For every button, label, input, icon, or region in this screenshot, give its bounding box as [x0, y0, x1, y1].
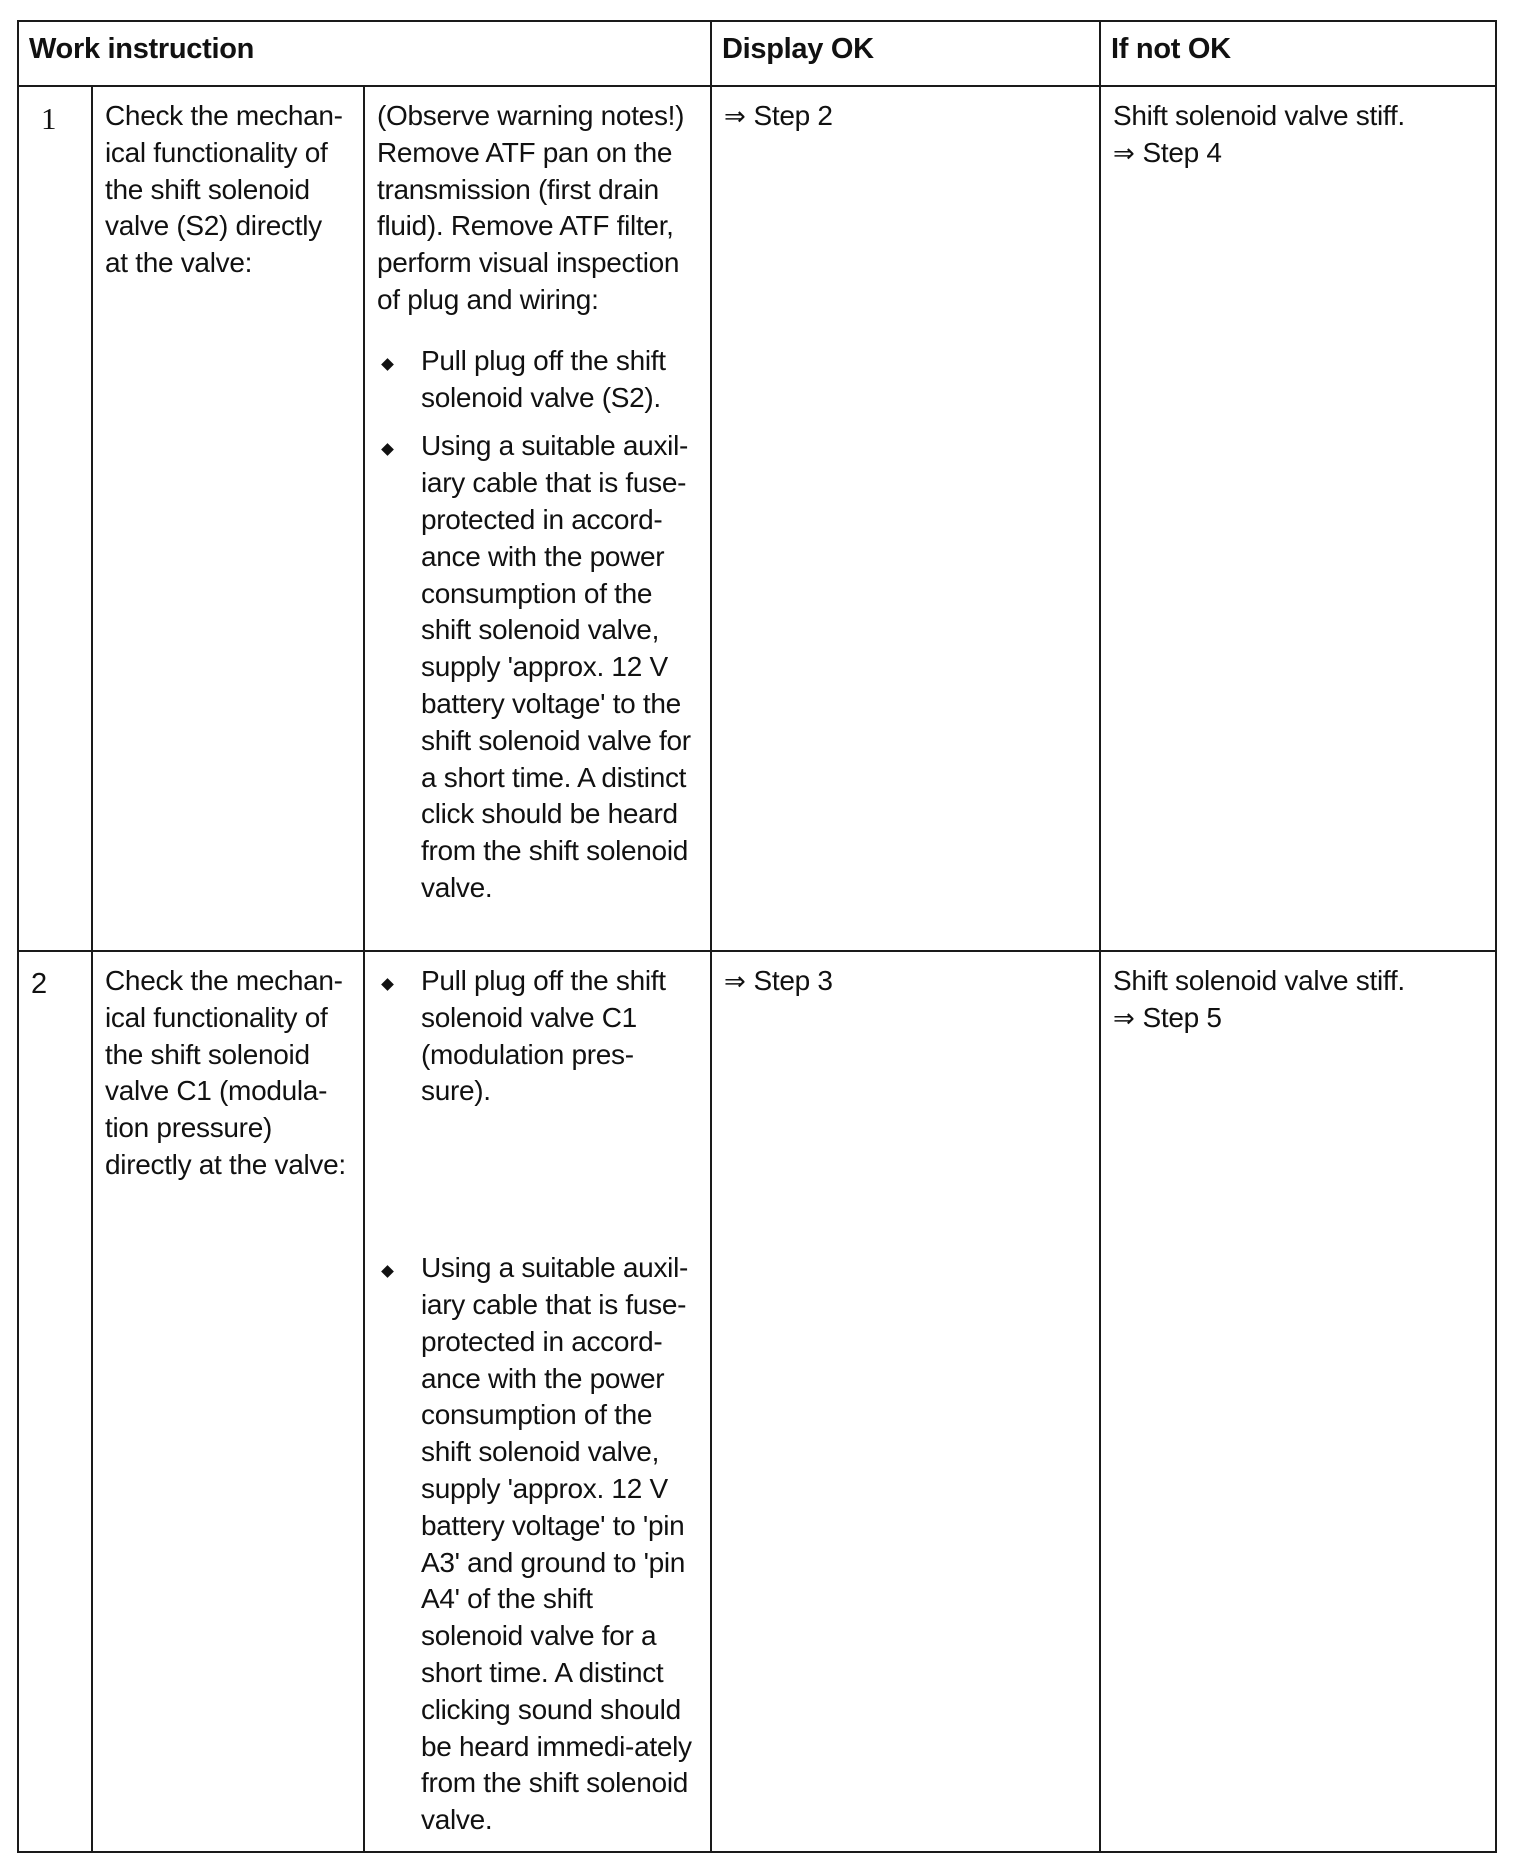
header-work-instruction: Work instruction: [18, 21, 711, 86]
double-right-arrow-icon: ⇒: [1113, 138, 1135, 169]
work-instruction-table: [17, 20, 1497, 1853]
display-ok-step: Step 3: [753, 965, 833, 996]
instruction-cell: [364, 951, 711, 1852]
if-not-ok-cell: [1100, 86, 1496, 951]
display-ok-cell: [711, 951, 1100, 1852]
if-not-ok-text: Shift solenoid valve stiff.: [1113, 100, 1405, 131]
list-item-text: Using a suitable auxil-iary cable that is fuse-protected in accord-ance with the power consumption of the shift solenoid valve, supply 'approx. 12 V battery voltage' to 'pin A3' and ground to 'pin A4' of the shift solenoid valve for a short time. A distinct clicking sound should be heard immedi-ately from the shift solenoid valve.: [421, 1252, 692, 1836]
table-row-step-1: [18, 86, 1496, 951]
list-item: [377, 963, 698, 1110]
list-item: [377, 428, 698, 906]
if-not-ok-text: Shift solenoid valve stiff.: [1113, 965, 1405, 996]
list-item-text: Using a suitable auxil-iary cable that is fuse-protected in accord-ance with the power consumption of the shift solenoid valve, supply 'approx. 12 V battery voltage' to the shift solenoid valve for a short time. A distinct click should be heard from the shift solenoid valve.: [421, 430, 691, 903]
work-instruction-document: [17, 20, 1495, 1836]
list-item-text: Pull plug off the shift solenoid valve (S2).: [421, 344, 666, 413]
list-item-text: Pull plug off the shift solenoid valve C1 (modulation pres-sure).: [421, 965, 666, 1107]
diamond-bullet-icon: [381, 444, 394, 457]
double-right-arrow-icon: ⇒: [1113, 1003, 1135, 1034]
instruction-list: [377, 343, 698, 907]
check-description: Check the mechan-ical functionality of the shift solenoid valve (S2) directly at the valve:: [92, 86, 364, 951]
display-ok-step: Step 2: [753, 100, 833, 131]
double-right-arrow-icon: ⇒: [724, 102, 746, 132]
instruction-list: [377, 963, 698, 1839]
diamond-bullet-icon: [381, 358, 394, 371]
instruction-cell: [364, 86, 711, 951]
table-row-step-2: [18, 951, 1496, 1852]
display-ok-cell: [711, 86, 1100, 951]
header-if-not-ok: If not OK: [1100, 21, 1496, 86]
diamond-bullet-icon: [381, 978, 394, 991]
list-item: [377, 1250, 698, 1839]
instruction-intro: (Observe warning notes!) Remove ATF pan on the transmission (first drain fluid). Remove ATF filter, perform visual inspection of plug and wiring:: [377, 100, 685, 315]
double-right-arrow-icon: ⇒: [724, 967, 746, 997]
if-not-ok-step: Step 4: [1142, 136, 1222, 168]
if-not-ok-step: Step 5: [1142, 1001, 1222, 1033]
step-number: 2: [18, 951, 92, 1852]
if-not-ok-cell: [1100, 951, 1496, 1852]
check-description: Check the mechan-ical functionality of the shift solenoid valve C1 (modula-tion pressure) directly at the valve:: [92, 951, 364, 1852]
diamond-bullet-icon: [381, 1265, 394, 1278]
step-number: 1: [18, 86, 92, 951]
header-row: [18, 21, 1496, 86]
header-display-ok: Display OK: [711, 21, 1100, 86]
list-item: [377, 343, 698, 417]
